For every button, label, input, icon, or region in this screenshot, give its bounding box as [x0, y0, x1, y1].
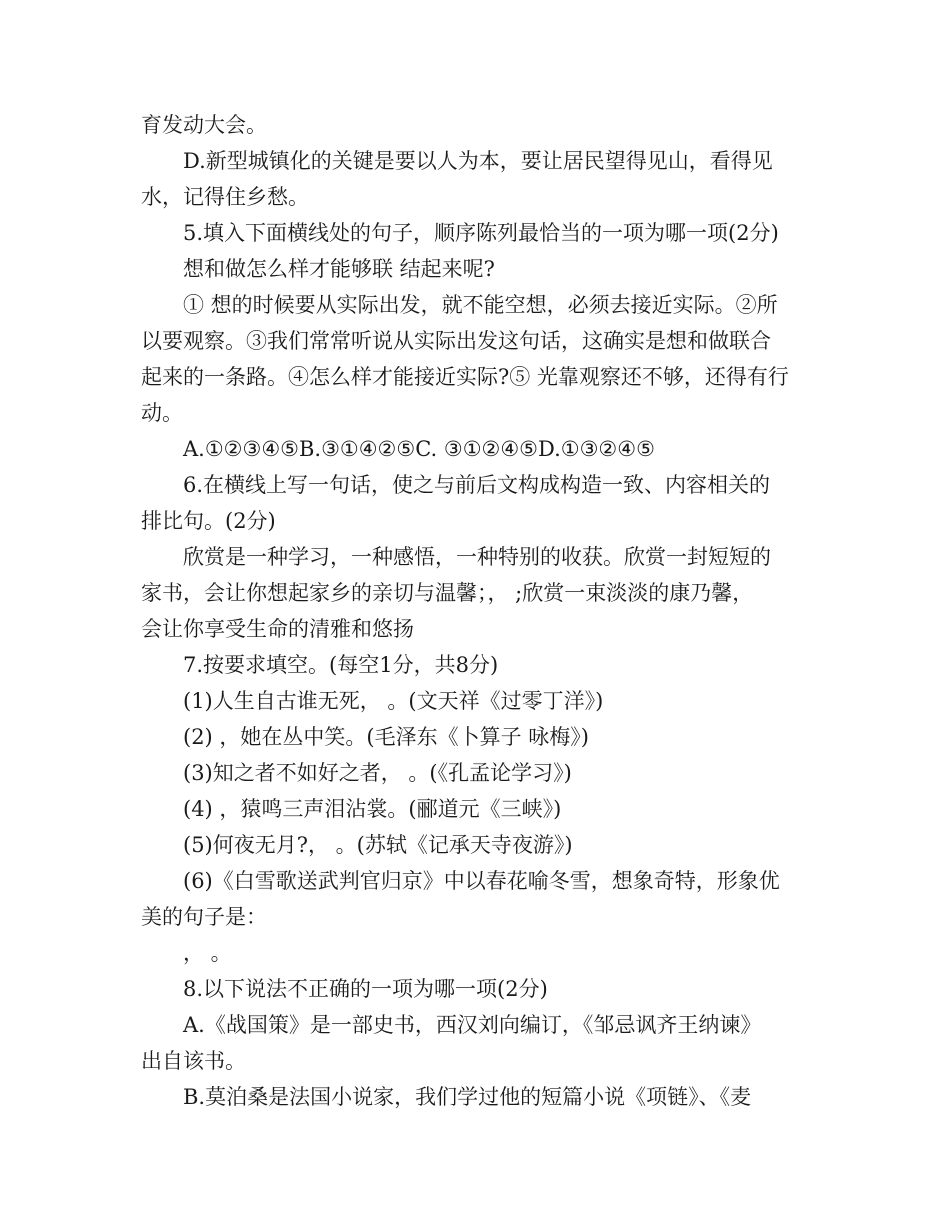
text-line: 以要观察。③我们常常听说从实际出发这句话，这确实是想和做联合	[141, 329, 771, 353]
text-line: 出自该书。	[141, 1049, 246, 1073]
text-line: 家书，会让你想起家乡的亲切与温馨；， ;欣赏一束淡淡的康乃馨，	[141, 581, 754, 605]
text-line: 动。	[141, 401, 183, 425]
question-8: 8.以下说法不正确的一项为哪一项(2分)	[183, 977, 548, 1001]
text-line: ， 。	[183, 941, 232, 965]
answer-options: A.①②③④⑤B.③①④②⑤C. ③①②④⑤D.①③②④⑤	[183, 437, 655, 461]
option-b: B.莫泊桑是法国小说家，我们学过他的短篇小说《项链》、《麦	[183, 1085, 752, 1109]
text-line: 育发动大会。	[141, 113, 267, 137]
text-line: 想和做怎么样才能够联 结起来呢?	[183, 257, 495, 281]
text-line: 水，记得住乡愁。	[141, 185, 309, 209]
option-a: A.《战国策》是一部史书，西汉刘向编订，《邹忌讽齐王纳谏》	[183, 1013, 762, 1037]
text-line: 排比句。(2分)	[141, 509, 276, 533]
fill-blank-item: (3)知之者不如好之者， 。(《孔孟论学习》)	[183, 761, 572, 785]
question-6: 6.在横线上写一句话，使之与前后文构成构造一致、内容相关的	[183, 473, 771, 497]
fill-blank-item: (6)《白雪歌送武判官归京》中以春花喻冬雪，想象奇特，形象优	[183, 869, 780, 893]
text-line: 会让你享受生命的清雅和悠扬	[141, 617, 414, 641]
text-line: 起来的一条路。④怎么样才能接近实际?⑤ 光靠观察还不够，还得有行	[141, 365, 789, 389]
text-line: 欣赏是一种学习，一种感悟，一种特别的收获。欣赏一封短短的	[183, 545, 771, 569]
fill-blank-item: (5)何夜无月?， 。(苏轼《记承天寺夜游》)	[183, 833, 573, 857]
text-line: ① 想的时候要从实际出发，就不能空想，必须去接近实际。②所	[183, 293, 778, 317]
fill-blank-item: (1)人生自古谁无死， 。(文天祥《过零丁洋》)	[183, 689, 604, 713]
fill-blank-item: (4) ，猿鸣三声泪沾裳。(郦道元《三峡》)	[183, 797, 562, 821]
document-page	[141, 107, 813, 1115]
text-line: 美的句子是：	[141, 905, 267, 929]
question-5: 5.填入下面横线处的句子，顺序陈列最恰当的一项为哪一项(2分)	[183, 221, 779, 245]
fill-blank-item: (2) ，她在丛中笑。(毛泽东《卜算子 咏梅》)	[183, 725, 589, 749]
text-line: D.新型城镇化的关键是要以人为本，要让居民望得见山，看得见	[183, 149, 773, 173]
question-7: 7.按要求填空。(每空1分，共8分)	[183, 653, 499, 677]
